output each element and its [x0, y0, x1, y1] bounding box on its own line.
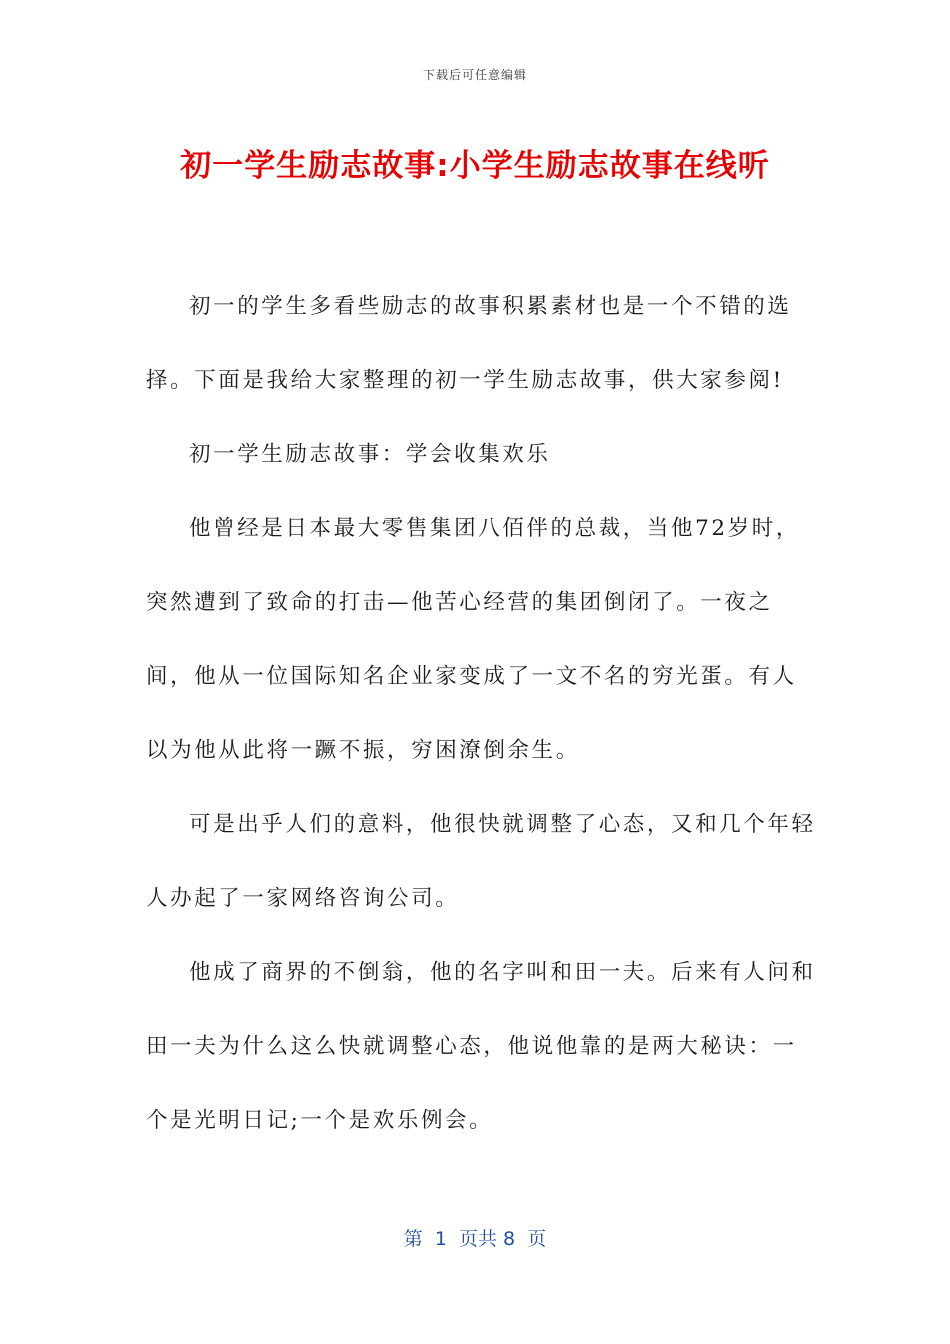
section-heading: 初一学生励志故事：学会收集欢乐: [189, 442, 551, 467]
document-title: 初一学生励志故事:小学生励志故事在线听: [180, 148, 770, 184]
paragraph: 他曾经是日本最大零售集团八佰伴的总裁，当他72岁时，突然遭到了致命的打击—他苦心经营的集团倒闭了。一夜之间，他从一位国际知名企业家变成了一文不名的穷光蛋。有人以为他从此将一蹶不振，穷困潦倒余生。: [146, 516, 800, 763]
header-note: 下载后可任意编辑: [422, 68, 527, 82]
page-number: 第 1 页共 8 页: [403, 1228, 547, 1250]
paragraph: 他成了商界的不倒翁，他的名字叫和田一夫。后来有人问和田一夫为什么这么快就调整心态，他说他靠的是两大秘诀：一个是光明日记;一个是欢乐例会。: [146, 960, 816, 1133]
paragraph: 可是出乎人们的意料，他很快就调整了心态，又和几个年轻人办起了一家网络咨询公司。: [146, 812, 816, 911]
document-body: [146, 270, 816, 1158]
paragraph: 初一的学生多看些励志的故事积累素材也是一个不错的选择。下面是我给大家整理的初一学生励志故事，供大家参阅!: [146, 294, 792, 393]
